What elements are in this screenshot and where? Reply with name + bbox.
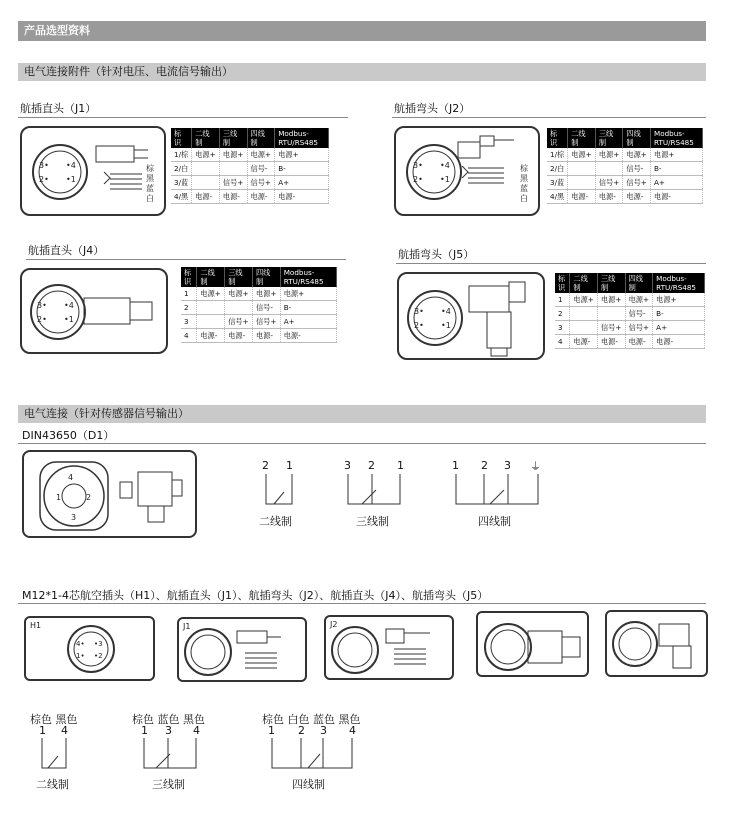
j4-caption: 航插直头（J4） <box>28 244 105 257</box>
m12-2w-pin-b: 4 <box>61 724 68 737</box>
table-row: 2/白 信号- B- <box>547 162 703 176</box>
m12-3w-pin-b: 3 <box>165 724 172 737</box>
d1-4w-pin-a: 1 <box>452 459 459 472</box>
table-row: 1/棕 电源+ 电源+ 电源+ 电源+ <box>171 148 329 162</box>
header-bar <box>18 21 706 41</box>
j2-plug-drawing <box>458 132 518 192</box>
j1-small-panel <box>177 617 307 682</box>
j4-pin1: •1 <box>64 315 74 324</box>
svg-text:2: 2 <box>86 493 92 502</box>
table-row: 2 信号- B- <box>555 307 705 321</box>
table-row: 4/黑 电源- 电源- 电源- 电源- <box>171 190 329 204</box>
svg-text:•2: •2 <box>94 652 103 660</box>
d1-3w-pin-c: 1 <box>397 459 404 472</box>
j5-pin2: 2• <box>414 321 424 330</box>
j2-caption: 航插弯头（J2） <box>394 102 471 115</box>
d1-2w-schematic <box>262 474 302 514</box>
j2-small-panel <box>324 615 454 680</box>
m12-4w-schematic <box>268 738 368 778</box>
d1-rule <box>18 443 706 444</box>
j4-connector-face <box>28 282 88 342</box>
j1-wire-note: 棕黑蓝白 <box>146 164 154 203</box>
h1-label: H1 <box>30 621 42 630</box>
j4-pin3: 3• <box>37 301 47 310</box>
d1-3w-pin-a: 3 <box>344 459 351 472</box>
m12-4w-label: 四线制 <box>292 778 325 791</box>
d1-4w-schematic <box>452 474 552 514</box>
j2-rule <box>392 117 706 118</box>
h1-connector-face <box>66 624 116 674</box>
j1-spec-table: 标识 二线制 三线制 四线制 Modbus-RTU/RS485 1/棕 电源+ 电源+ 电源+ 电源+ 2/白 信号- B- 3/蓝 信号+ 信号+ A+ 4/黑 电源- 电源- 电源- 电源- <box>171 128 329 204</box>
table-row: 2 信号- B- <box>181 301 337 315</box>
d1-connector-face <box>34 456 114 536</box>
d1-4w-pin-c: 3 <box>504 459 511 472</box>
svg-text:3: 3 <box>71 513 77 522</box>
j5-pin4: •4 <box>441 307 451 316</box>
table-row: 1 电源+ 电源+ 电源+ 电源+ <box>181 287 337 301</box>
j4-small-drawing <box>482 617 592 677</box>
j2-pin2: 2• <box>413 175 423 184</box>
d1-3w-pin-b: 2 <box>368 459 375 472</box>
section2-bar <box>18 405 706 423</box>
j1-pin1: •1 <box>66 175 76 184</box>
j2-pin4: •4 <box>440 161 450 170</box>
section3-rule <box>18 603 706 604</box>
section3-title: M12*1-4芯航空插头（H1）、航插直头（J1）、航插弯头（J2）、航插直头（J4）、航插弯头（J5） <box>22 589 489 602</box>
j2-small-plug <box>386 621 446 671</box>
m12-2w-schematic <box>38 738 78 778</box>
j2-panel <box>394 126 540 216</box>
h1-panel <box>24 616 155 681</box>
j4-small-panel <box>476 611 589 677</box>
header-title: 产品选型资料 <box>24 24 90 37</box>
j4-plug-drawing <box>84 294 164 334</box>
j5-rule <box>396 263 706 264</box>
table-row: 4 电源- 电源- 电源- 电源- <box>181 329 337 343</box>
svg-text:1: 1 <box>56 493 62 502</box>
j4-panel <box>20 268 168 354</box>
j5-caption: 航插弯头（J5） <box>398 248 475 261</box>
m12-3w-pin-c: 4 <box>193 724 200 737</box>
m12-4w-pin-b: 2 <box>298 724 305 737</box>
j4-spec-table: 标识 二线制 三线制 四线制 Modbus-RTU/RS485 1 电源+ 电源+ 电源+ 电源+ 2 信号- B- 3 信号+ 信号+ A+ 4 电源- 电源- 电源- 电源- <box>181 267 337 343</box>
d1-plug-drawing <box>120 462 190 532</box>
m12-4w-pin-a: 1 <box>268 724 275 737</box>
j5-spec-table: 标识 二线制 三线制 四线制 Modbus-RTU/RS485 1 电源+ 电源+ 电源+ 电源+ 2 信号- B- 3 信号+ 信号+ A+ 4 电源- 电源- 电源- 电源- <box>555 273 705 349</box>
d1-subtitle: DIN43650（D1） <box>22 429 115 442</box>
j5-small-panel <box>605 610 708 677</box>
j1-connector-face <box>30 142 90 202</box>
svg-text:1•: 1• <box>76 652 85 660</box>
j2-small-face <box>330 625 380 675</box>
table-row: 4 电源- 电源- 电源- 电源- <box>555 335 705 349</box>
j5-connector-face <box>405 288 465 348</box>
j2-wire-note: 棕黑蓝白 <box>520 164 528 203</box>
j5-panel <box>397 272 545 360</box>
m12-4w-pin-d: 4 <box>349 724 356 737</box>
m12-4w-colors: 棕色 白色 蓝色 黑色 <box>262 713 361 726</box>
d1-2w-pin-a: 2 <box>262 459 269 472</box>
m12-4w-pin-c: 3 <box>320 724 327 737</box>
j2-connector-face <box>404 142 464 202</box>
svg-text:4: 4 <box>68 473 74 482</box>
table-row: 1/棕 电源+ 电源+ 电源+ 电源+ <box>547 148 703 162</box>
section1-bar <box>18 63 706 81</box>
table-row: 3/蓝 信号+ 信号+ A+ <box>171 176 329 190</box>
j5-pin3: 3• <box>414 307 424 316</box>
j1-pin3: 3• <box>39 161 49 170</box>
j1-small-label: J1 <box>183 622 191 631</box>
j5-plug-drawing <box>467 280 537 360</box>
section2-title: 电气连接（针对传感器信号输出） <box>24 407 189 420</box>
m12-3w-schematic <box>140 738 210 778</box>
table-row: 1 电源+ 电源+ 电源+ 电源+ <box>555 293 705 307</box>
section1-title: 电气连接附件（针对电压、电流信号输出） <box>24 65 233 78</box>
m12-3w-pin-a: 1 <box>141 724 148 737</box>
j1-rule <box>18 117 348 118</box>
d1-panel <box>22 450 197 538</box>
j2-spec-table: 标识 二线制 三线制 四线制 Modbus-RTU/RS485 1/棕 电源+ 电源+ 电源+ 电源+ 2/白 信号- B- 3/蓝 信号+ 信号+ A+ 4/黑 电源- 电源- 电源- 电源- <box>547 128 703 204</box>
j4-pin2: 2• <box>37 315 47 324</box>
d1-3w-label: 三线制 <box>356 515 389 528</box>
svg-text:•3: •3 <box>94 640 103 648</box>
j5-small-drawing <box>611 614 711 676</box>
m12-2w-colors: 棕色 黑色 <box>30 713 78 726</box>
j1-small-face <box>183 627 233 677</box>
j1-pin2: 2• <box>39 175 49 184</box>
table-row: 3 信号+ 信号+ A+ <box>555 321 705 335</box>
table-row: 4/黑 电源- 电源- 电源- 电源- <box>547 190 703 204</box>
d1-3w-schematic <box>344 474 414 514</box>
table-row: 2/白 信号- B- <box>171 162 329 176</box>
d1-4w-pin-b: 2 <box>481 459 488 472</box>
j1-small-plug <box>237 627 297 677</box>
j4-pin4: •4 <box>64 301 74 310</box>
table-row: 3/蓝 信号+ 信号+ A+ <box>547 176 703 190</box>
ground-icon: ⏚ <box>530 460 541 473</box>
j1-panel <box>20 126 166 216</box>
d1-2w-pin-b: 1 <box>286 459 293 472</box>
j1-caption: 航插直头（J1） <box>20 102 97 115</box>
svg-text:4•: 4• <box>76 640 85 648</box>
m12-2w-pin-a: 1 <box>39 724 46 737</box>
m12-3w-colors: 棕色 蓝色 黑色 <box>132 713 205 726</box>
table-row: 3 信号+ 信号+ A+ <box>181 315 337 329</box>
d1-2w-label: 二线制 <box>259 515 292 528</box>
j2-pin1: •1 <box>440 175 450 184</box>
j5-pin1: •1 <box>441 321 451 330</box>
j2-pin3: 3• <box>413 161 423 170</box>
m12-3w-label: 三线制 <box>152 778 185 791</box>
j2-small-label: J2 <box>330 620 338 629</box>
d1-4w-label: 四线制 <box>478 515 511 528</box>
j1-pin4: •4 <box>66 161 76 170</box>
j4-rule <box>26 259 346 260</box>
m12-2w-label: 二线制 <box>36 778 69 791</box>
